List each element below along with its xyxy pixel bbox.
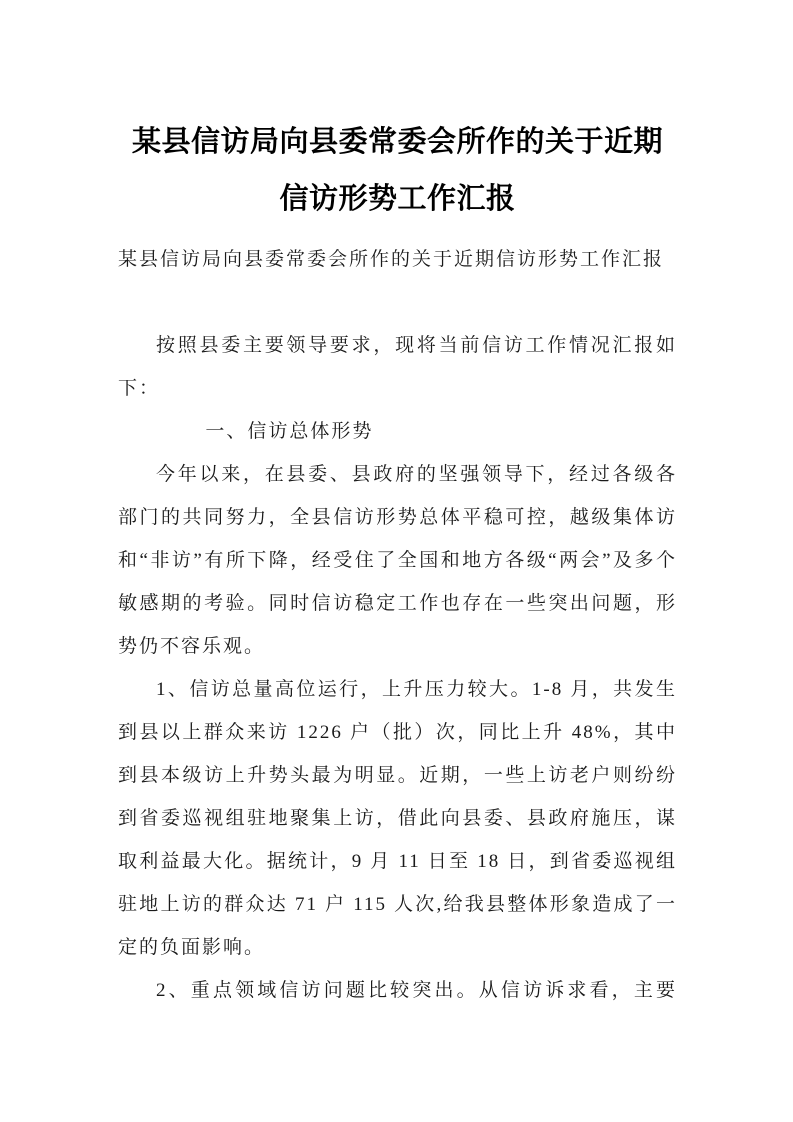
document-title-line-1: 某县信访局向县委常委会所作的关于近期 [131, 126, 663, 158]
intro-paragraph: 按照县委主要领导要求，现将当前信访工作情况汇报如下： [118, 335, 677, 399]
document-title-line-2: 信访形势工作汇报 [279, 183, 516, 215]
point-2-paragraph: 2、重点领域信访问题比较突出。从信访诉求看，主要 [156, 980, 677, 1001]
section-heading-1: 一、信访总体形势 [205, 421, 374, 442]
point-1-paragraph: 1、信访总量高位运行，上升压力较大。1-8 月，共发生到县以上群众来访 1226 户（批）次，同比上升 48%，其中到县本级访上升势头最为明显。近期，一些上访老户则纷纷到省委巡视组驻地聚集上访，借此向县委、县政府施压，谋取利益最大化。据统计，9 月 11 日至 18 日，到省委巡视组驻地上访的群众达 71 户 115 人次,给我县整体形象造成了一定的负面影响。 [118, 679, 677, 958]
document-body [118, 238, 677, 1012]
overview-paragraph: 今年以来，在县委、县政府的坚强领导下，经过各级各部门的共同努力，全县信访形势总体平稳可控，越级集体访和“非访”有所下降，经受住了全国和地方各级“两会”及多个敏感期的考验。同时信访稳定工作也存在一些突出问题，形势仍不容乐观。 [118, 464, 677, 657]
document-title [118, 114, 677, 228]
subtitle-paragraph: 某县信访局向县委常委会所作的关于近期信访形势工作汇报 [118, 249, 665, 270]
blank-line [118, 281, 677, 324]
